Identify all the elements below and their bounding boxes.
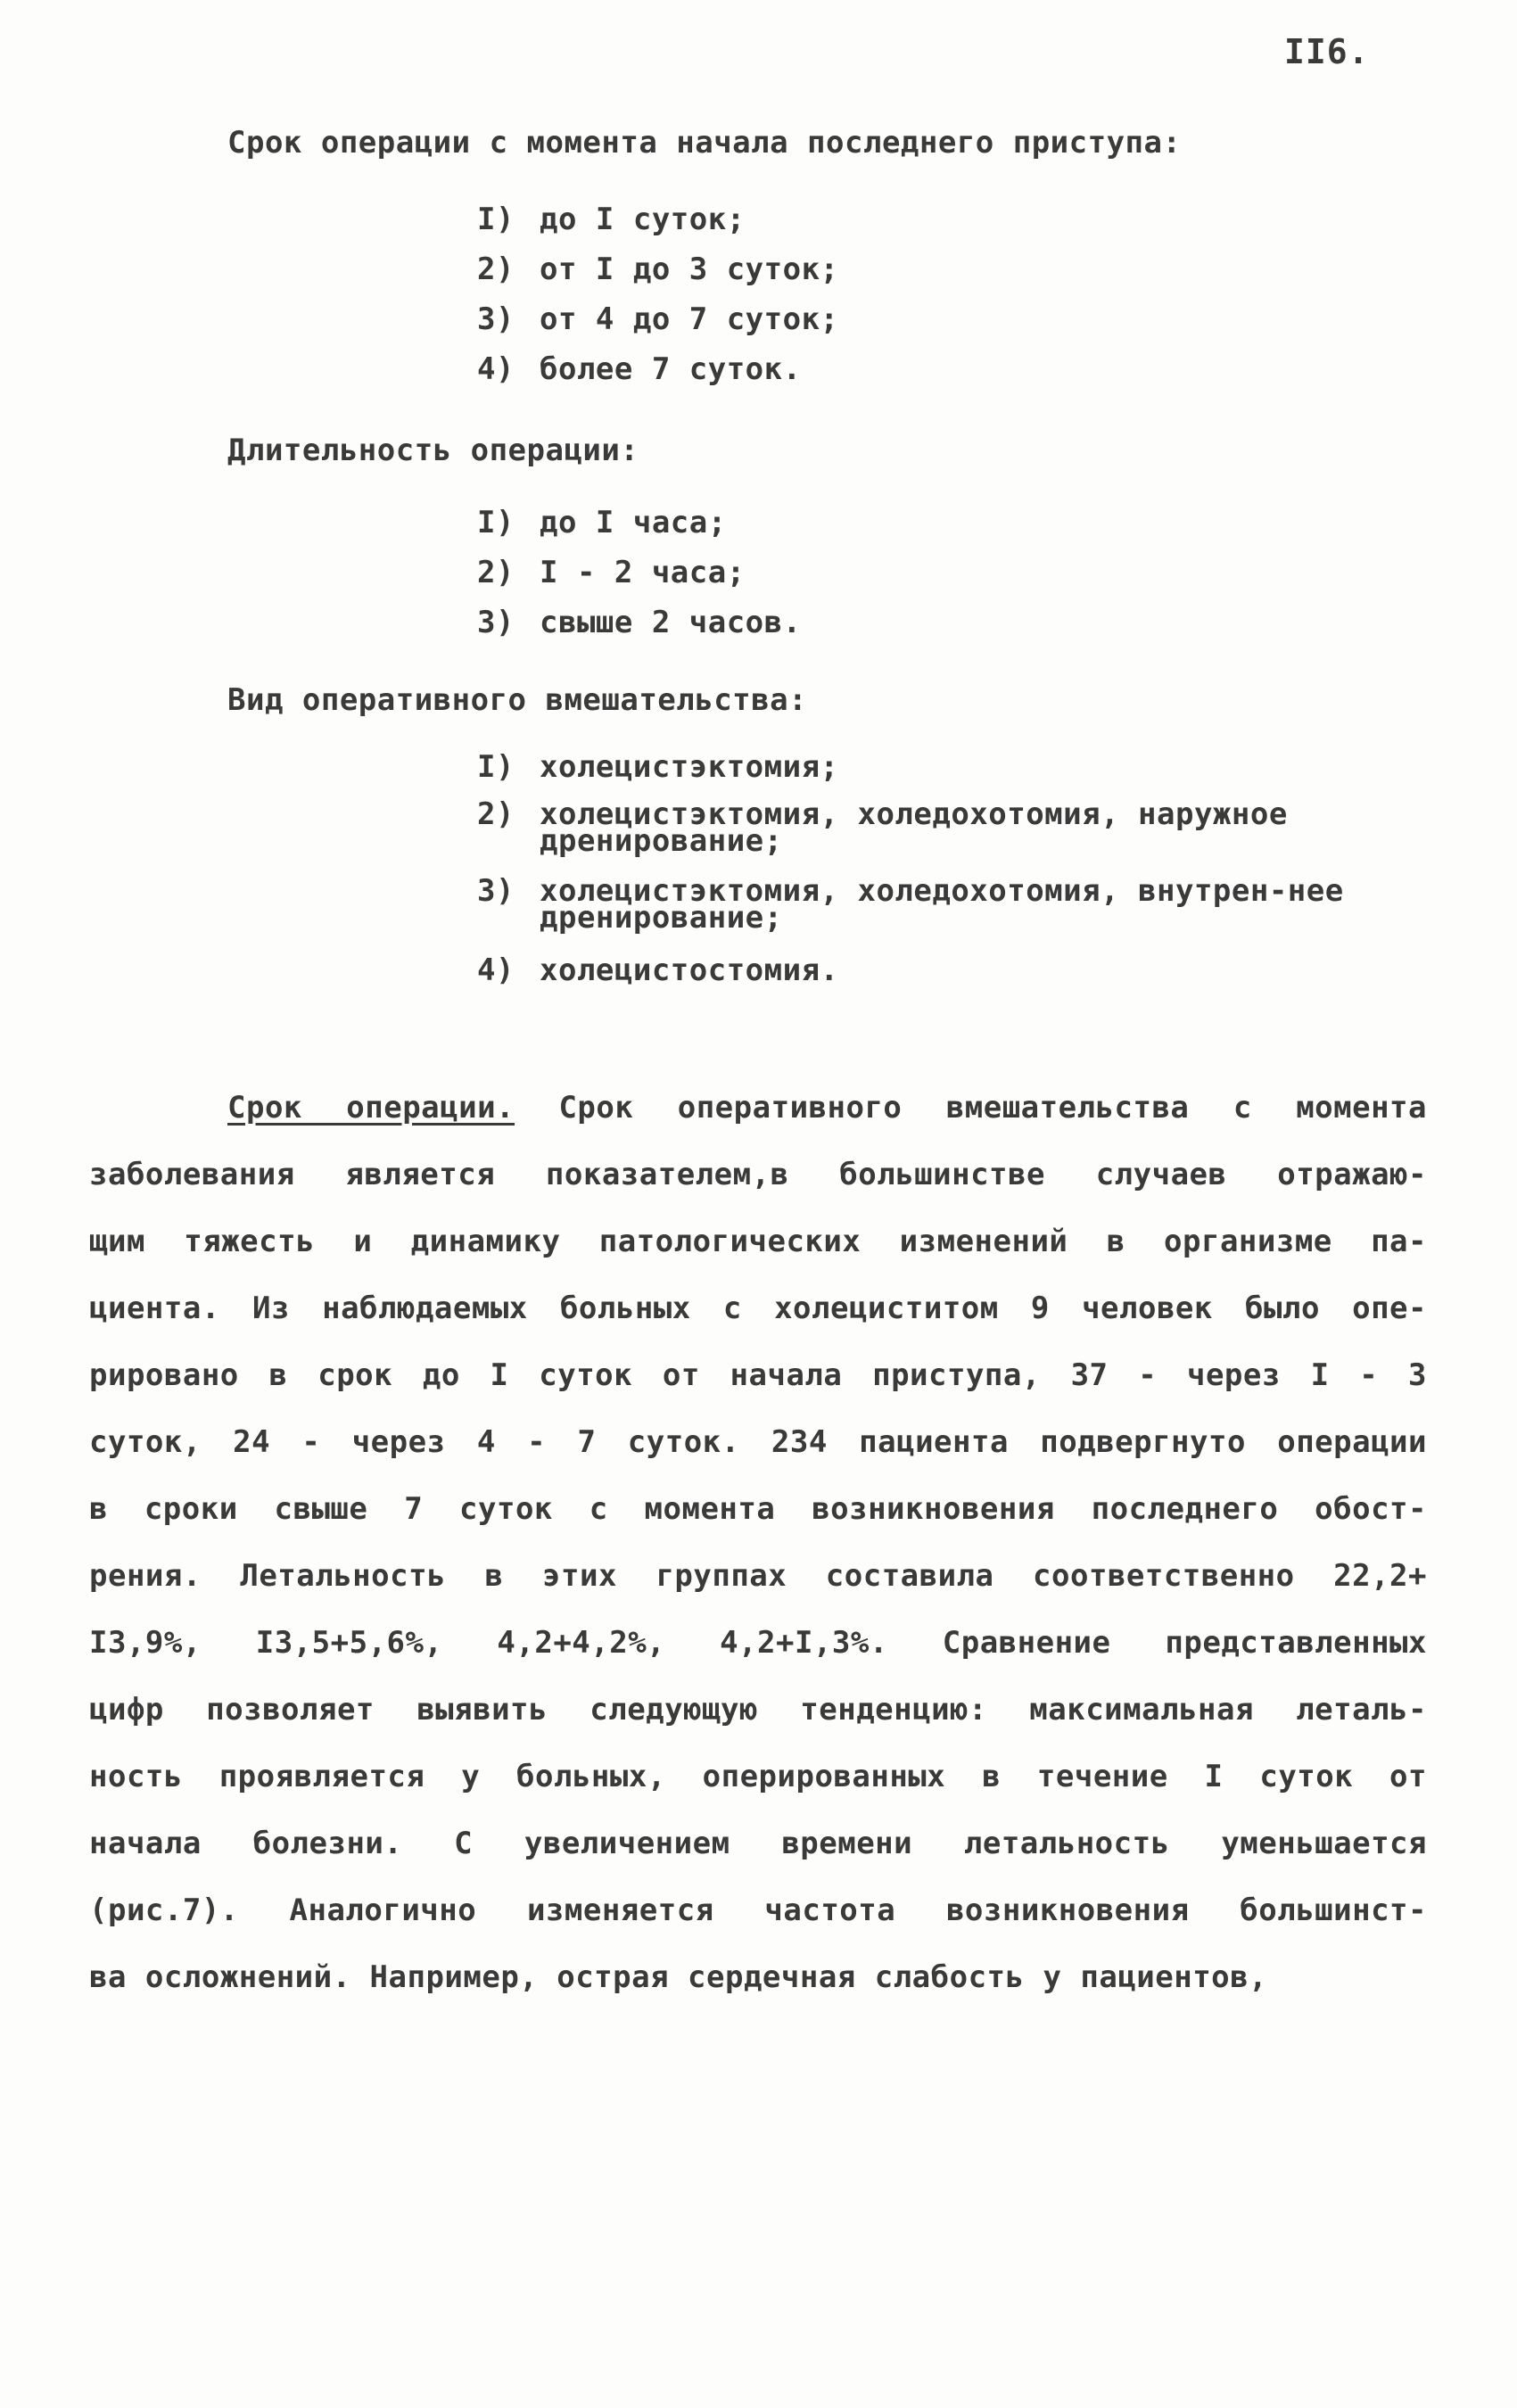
list-item-number: 4): [477, 952, 515, 988]
paragraph-line: суток, 24 - через 4 - 7 суток. 234 пациента подвергнуто операции: [89, 1424, 1427, 1460]
paragraph-lead: Срок операции.: [227, 1090, 515, 1126]
paragraph-line: в сроки свыше 7 суток с момента возникновения последнего обост-: [89, 1491, 1427, 1527]
list-item: [477, 294, 839, 344]
paragraph-line: рировано в срок до I суток от начала приступа, 37 - через I - 3: [89, 1357, 1427, 1393]
list-item-text: I - 2 часа;: [540, 555, 746, 590]
list-item-number: 4): [477, 351, 515, 387]
list-item-text: холецистостомия.: [540, 952, 839, 988]
paragraph-line: ность проявляется у больных, оперированных в течение I суток от: [89, 1759, 1427, 1794]
list-item: [477, 598, 802, 647]
list-item: [477, 498, 802, 548]
paragraph-line: щим тяжесть и динамику патологических изменений в организме па-: [89, 1224, 1427, 1259]
list-item-text: холецистэктомия, холедохотомия, внутрен-нее дренирование;: [540, 873, 1344, 936]
paragraph-line-text: Срок оперативного вмешательства с момента: [558, 1090, 1427, 1126]
list-operation-duration: [477, 498, 802, 647]
paragraph-line: ва осложнений. Например, острая сердечная слабость у пациентов,: [89, 1959, 1268, 1995]
body-paragraph: [89, 1075, 1427, 2011]
list-item-text: холецистэктомия, холедохотомия, наружное дренирование;: [540, 796, 1288, 859]
list-item-text: холецистэктомия;: [540, 749, 839, 785]
list-item-text: более 7 суток.: [540, 351, 802, 387]
list-item-number: 3): [477, 605, 515, 640]
list-item-number: 2): [477, 252, 515, 287]
list-operation-timing: [477, 194, 839, 394]
page-number: II6.: [1284, 32, 1370, 71]
list-item-text: до I суток;: [540, 202, 746, 237]
paragraph-line: циента. Из наблюдаемых больных с холециститом 9 человек было опе-: [89, 1291, 1427, 1326]
list-item: [477, 945, 1378, 995]
paragraph-line: рения. Летальность в этих группах составила соответственно 22,2+: [89, 1558, 1427, 1594]
list-item-number: 2): [477, 796, 515, 832]
paragraph-line: [89, 1075, 1427, 1142]
paragraph-line: I3,9%, I3,5+5,6%, 4,2+4,2%, 4,2+I,3%. Сравнение представленных: [89, 1625, 1427, 1661]
list-item-text: свыше 2 часов.: [540, 605, 802, 640]
list-item-text: от I до 3 суток;: [540, 252, 839, 287]
list-item-number: 3): [477, 873, 515, 909]
list-item: [477, 548, 802, 598]
list-item: [477, 194, 839, 244]
list-item: [477, 244, 839, 294]
section-heading-intervention-type: Вид оперативного вмешательства:: [227, 682, 808, 718]
list-item-number: I): [477, 505, 515, 540]
paragraph-line: (рис.7). Аналогично изменяется частота возникновения большинст-: [89, 1893, 1427, 1928]
paragraph-line: заболевания является показателем,в большинстве случаев отражаю-: [89, 1157, 1427, 1192]
list-item-text: до I часа;: [540, 505, 727, 540]
section-heading-operation-duration: Длительность операции:: [227, 433, 639, 468]
list-item-text: от 4 до 7 суток;: [540, 301, 839, 337]
paragraph-line: цифр позволяет выявить следующую тенденцию: максимальная леталь-: [89, 1692, 1427, 1728]
list-item: [477, 792, 1378, 869]
list-intervention-type: [477, 742, 1378, 995]
list-item: [477, 869, 1378, 945]
section-heading-operation-timing: Срок операции с момента начала последнего приступа:: [227, 125, 1182, 161]
list-item: [477, 742, 1378, 792]
list-item-number: I): [477, 749, 515, 785]
list-item: [477, 344, 839, 394]
list-item-number: 3): [477, 301, 515, 337]
paragraph-line: начала болезни. С увеличением времени летальность уменьшается: [89, 1826, 1427, 1861]
list-item-number: I): [477, 202, 515, 237]
list-item-number: 2): [477, 555, 515, 590]
